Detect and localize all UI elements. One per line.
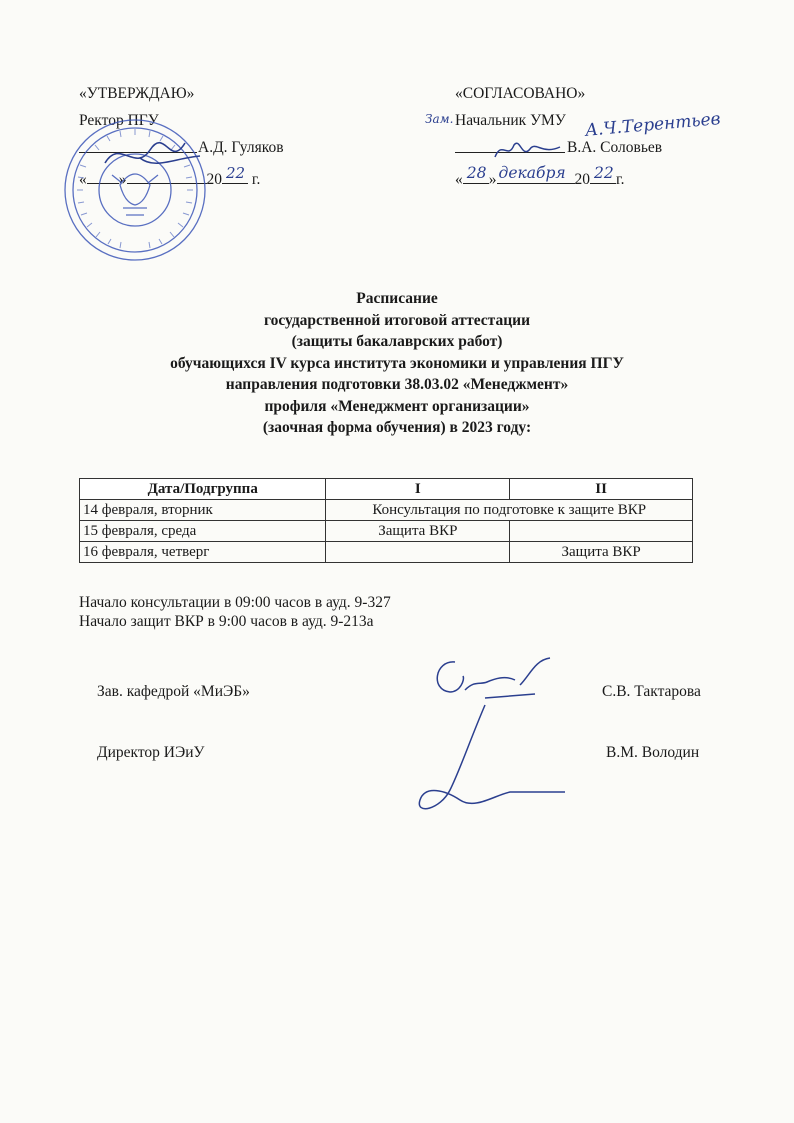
row-group-2: Защита ВКР xyxy=(510,542,693,563)
rector-signature xyxy=(100,128,210,188)
hand-year: 22 xyxy=(594,164,614,182)
row-date: 15 февраля, среда xyxy=(80,521,326,542)
title-line-4: обучающихся IV курса института экономики и управления ПГУ xyxy=(170,354,624,372)
date-quote-close: » xyxy=(118,171,127,188)
title-line-1: Расписание xyxy=(356,290,438,307)
umu-signature xyxy=(490,135,570,165)
hand-prefix: Зам. xyxy=(425,112,454,126)
consultation-note: Начало консультации в 09:00 часов в ауд. 9-327 xyxy=(79,594,391,611)
title-line-2: государственной итоговой аттестации xyxy=(263,311,531,329)
table-row xyxy=(80,521,693,542)
rector-name: А.Д. Гуляков xyxy=(198,139,284,156)
row-group-1: Защита ВКР xyxy=(326,521,510,542)
hand-deputy-name: А.Ч.Терентьев xyxy=(584,109,722,141)
year-blank xyxy=(590,164,616,184)
year-suffix: г. xyxy=(616,171,625,188)
table-header-row xyxy=(80,479,693,500)
year-prefix: 20 xyxy=(574,171,590,188)
defense-note: Начало защит ВКР в 9:00 часов в ауд. 9-213а xyxy=(79,613,374,630)
title-line-7: (заочная форма обучения) в 2023 году: xyxy=(262,419,532,436)
row-merged-cell: Консультация по подготовке к защите ВКР xyxy=(326,500,693,521)
umu-date xyxy=(455,164,625,190)
date-quote-close: » xyxy=(488,171,497,188)
director-signature xyxy=(400,700,570,830)
date-quote-open: « xyxy=(79,171,87,188)
row-date: 16 февраля, четверг xyxy=(80,542,326,563)
year-suffix: г. xyxy=(251,171,261,188)
hand-year: 22 xyxy=(226,164,246,182)
header-group-2: II xyxy=(510,479,693,500)
director-title: Директор ИЭиУ xyxy=(97,744,205,761)
agreed-label: «СОГЛАСОВАНО» xyxy=(455,85,586,102)
table-row xyxy=(80,542,693,563)
document-title xyxy=(0,288,794,439)
hand-day: 28 xyxy=(466,164,487,182)
title-line-6: профиля «Менеджмент организации» xyxy=(264,397,530,415)
header-date: Дата/Подгруппа xyxy=(80,479,326,500)
date-quote-open: « xyxy=(455,171,463,188)
row-date: 14 февраля, вторник xyxy=(80,500,326,521)
year-prefix: 20 xyxy=(206,171,222,188)
head-of-department-title: Зав. кафедрой «МиЭБ» xyxy=(97,683,250,700)
title-line-3: (защиты бакалаврских работ) xyxy=(291,333,503,350)
date-month-blank xyxy=(497,164,575,184)
director-name: В.М. Володин xyxy=(606,744,700,761)
umu-position: Начальник УМУ xyxy=(455,112,566,129)
table-row xyxy=(80,500,693,521)
schedule-table xyxy=(79,478,693,563)
row-group-2 xyxy=(510,521,693,542)
row-group-1 xyxy=(326,542,510,563)
rector-position: Ректор ПГУ xyxy=(79,112,159,129)
date-day-blank xyxy=(463,164,489,184)
head-of-department-name: С.В. Тактарова xyxy=(602,683,701,700)
year-blank xyxy=(222,164,248,184)
approve-label: «УТВЕРЖДАЮ» xyxy=(79,85,195,102)
umu-name: В.А. Соловьев xyxy=(567,139,663,156)
header-group-1: I xyxy=(326,479,510,500)
hand-month: декабря xyxy=(498,164,566,182)
title-line-5: направления подготовки 38.03.02 «Менеджмент» xyxy=(225,376,569,393)
